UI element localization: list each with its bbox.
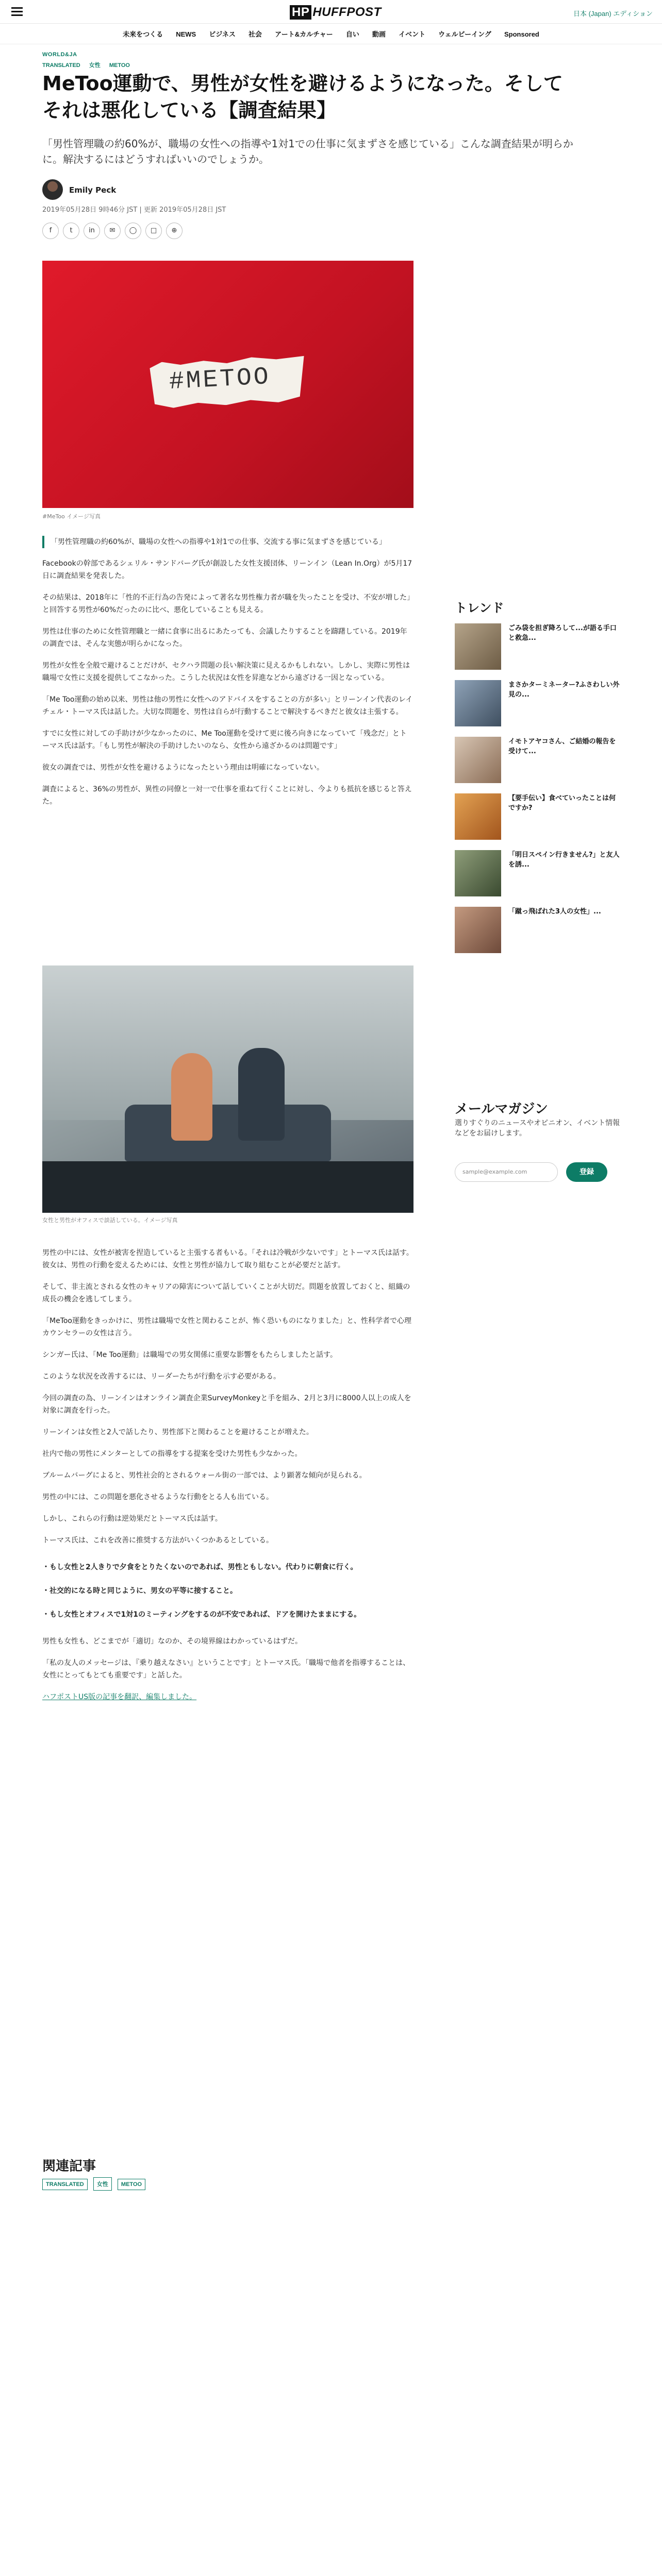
photo-person-woman — [171, 1053, 212, 1141]
hero-caption: #MeToo イメージ写真 — [42, 513, 101, 520]
huffpost-logo[interactable]: HP HUFFPOST — [290, 5, 382, 20]
trend-title: トレンド — [455, 601, 504, 615]
photo-wall — [42, 965, 413, 1120]
nav-item[interactable]: Sponsored — [504, 30, 539, 38]
nav-item[interactable]: イベント — [399, 30, 426, 38]
nav-item[interactable]: NEWS — [176, 30, 196, 38]
trend-item[interactable] — [455, 737, 620, 788]
bullet-item: ・もし女性とオフィスで1対1のミーティングをするのが不安であれば、ドアを開けたままにする。 — [42, 1611, 361, 1619]
body-paragraph: このような状況を改善するには、リーダーたちが行動を示す必要がある。 — [42, 1372, 280, 1381]
photo-person-man — [238, 1048, 285, 1141]
nav-item[interactable]: アート&カルチャー — [275, 30, 333, 38]
body-paragraph: 「私の友人のメッセージは、『乗り越えなさい』ということです」とトーマス氏。「職場で他者を指導することは、女性にとってもとても重要です」と話した。 — [42, 1659, 410, 1680]
trend-text[interactable]: 「蹴っ飛ばれた3人の女性」... — [508, 908, 601, 916]
hero-image — [42, 261, 413, 508]
trend-text[interactable]: 【要手伝い】食べていったことは何ですか? — [508, 794, 616, 812]
body-paragraph: 「男性管理職の約60%が、職場の女性への指導や1対1での仕事、交流する事に気まずさを感じている」 — [42, 536, 413, 548]
body-paragraph: 「MeToo運動をきっかけに、男性は職場で女性と関わることが、怖く恐いものになりました」と、性科学者で心理カウンセラーの女性は言う。 — [42, 1317, 411, 1337]
nav-item[interactable]: ウェルビーイング — [438, 30, 491, 38]
metoo-hashtag: #METOO — [168, 363, 272, 397]
line-icon[interactable]: ◯ — [125, 223, 141, 239]
top-bar — [0, 0, 662, 24]
body-paragraph: 男性の中には、女性が被害を捏造していると主張する者もいる。「それは冷戦が少ないです」とトーマス氏は話す。彼女は、男性の行動を変えるためには、女性と男性が協力して取り組むことが必要だと話す。 — [42, 1249, 413, 1269]
related-tag[interactable]: TRANSLATED — [42, 2179, 88, 2190]
twitter-icon[interactable]: t — [63, 223, 79, 239]
body-paragraph: その結果は、2018年に「性的不正行為の告発によって著名な男性権力者が職を失ったことを受け、不安が増した」と回答する男性が60%だったのに比べ、悪化していることも見える。 — [42, 594, 411, 614]
related-tag[interactable]: METOO — [118, 2179, 145, 2190]
nav-item[interactable]: 動画 — [372, 30, 386, 38]
author-name[interactable]: Emily Peck — [69, 185, 117, 195]
newsletter-title: メールマガジン — [455, 1101, 548, 1117]
article-body-1 — [42, 536, 413, 808]
body-paragraph: しかし、これらの行動は逆効果だとトーマス氏は話す。 — [42, 1515, 222, 1523]
translation-note-link[interactable] — [42, 1691, 413, 1703]
body-paragraph: すでに女性に対しての手助けが少なかったのに、Me Too運動を受けて更に後ろ向きになっていて「残念だ」とトーマス氏は話す。「もし男性が解決の手助けしたいのなら、女性から遠ざかるのは問題です」 — [42, 730, 407, 750]
body-paragraph: 「Me Too運動の始め以来、男性は他の男性に女性へのアドバイスをすることの方が多い」とリーンイン代表のレイチェル・トーマス氏は話した。大切な問題を、男性は自らが行動することで解決するべきだと彼女は主張する。 — [42, 696, 413, 716]
bullet-item: ・もし女性と2人きりで夕食をとりたくないのであれば、男性ともしない。代わりに朝食に行く。 — [42, 1563, 358, 1571]
body-paragraph: 調査によると、36%の男性が、異性の同僚と一対一で仕事を重ねて行くことに対し、今よりも抵抗を感じると答えた。 — [42, 785, 412, 806]
more-share-icon[interactable]: ⊕ — [166, 223, 183, 239]
body-paragraph: リーンインは女性と2人で話したり、男性部下と関わることを避けることが増えた。 — [42, 1428, 313, 1436]
article-subtitle: 「男性管理職の約60%が、職場の女性への指導や1対1での仕事に気まずさを感じている」こんな調査結果が明らかに。解決するにはどうすればいいのでしょうか。 — [42, 138, 573, 165]
body-paragraph: 社内で他の男性にメンターとしての指導をする提案を受けた男性も少なかった。 — [42, 1450, 302, 1458]
body-paragraph: ブルームバーグによると、男性社会的とされるウォール街の一部では、より顕著な傾向が見られる。 — [42, 1471, 367, 1480]
tag-link[interactable]: METOO — [109, 62, 130, 69]
trend-item[interactable] — [455, 907, 620, 958]
newsletter-email-input[interactable]: sample@example.com — [455, 1162, 558, 1182]
email-icon[interactable]: ✉ — [104, 223, 121, 239]
body-paragraph: そして、非主流とされる女性のキャリアの障害について話していくことが大切だ。問題を放置しておくと、組織の成長の機会を逃してしまう。 — [42, 1283, 410, 1303]
photo-sofa — [125, 1105, 331, 1161]
related-tags — [42, 2177, 148, 2191]
trend-item[interactable] — [455, 623, 620, 675]
bullet-item: ・社交的になる時と同じように、男女の平等に接すること。 — [42, 1587, 237, 1595]
body-paragraph: 男性は仕事のために女性管理職と一緒に食事に出るにあたっても、会議したりすることを躊躇している。2019年の調査では、そんな実態が明らかになった。 — [42, 628, 407, 648]
source-link[interactable]: ハフポストUS版の記事を翻訳、編集しました。 — [42, 1693, 197, 1701]
trend-thumb — [455, 680, 501, 726]
newsletter-description: 選りすぐりのニュースやオピニオン、イベント情報などをお届けします。 — [455, 1119, 620, 1138]
related-title: 関連記事 — [42, 2159, 96, 2174]
office-photo-caption: 女性と男性がオフィスで談話している。イメージ写真 — [42, 1217, 178, 1224]
body-paragraph: トーマス氏は、これを改善に推奨する方法がいくつかあるとしている。 — [42, 1536, 273, 1545]
office-photo — [42, 965, 413, 1213]
nav-item[interactable]: 未来をつくる — [123, 30, 163, 38]
trend-item[interactable] — [455, 680, 620, 732]
trend-thumb — [455, 907, 501, 953]
body-paragraph: 男性が女性を全般で避けることだけが、セクハラ問題の長い解決策に見えるかもしれない。しかし、実際に男性は職場で女性に支援を提供してこなかった。こうした状況は女性を昇進などから遠ざける一因となっている。 — [42, 662, 410, 682]
trend-text[interactable]: 「明日スペイン行きません?」と友人を誘... — [508, 851, 620, 869]
newsletter-subscribe-button[interactable]: 登録 — [566, 1162, 607, 1182]
photo-floor — [42, 1161, 413, 1213]
related-tag[interactable]: 女性 — [93, 2177, 112, 2191]
linkedin-icon[interactable]: in — [84, 223, 100, 239]
tag-link[interactable]: TRANSLATED — [42, 62, 80, 69]
body-paragraph: 彼女の調査では、男性が女性を避けるようになったという理由は明確になっていない。 — [42, 764, 324, 772]
main-nav — [0, 29, 662, 44]
trend-text[interactable]: ごみ袋を担ぎ降ろして...が語る手口と救急... — [508, 624, 617, 642]
trend-thumb — [455, 850, 501, 896]
trend-text[interactable]: まさかターミネーター?ふさわしい外見の... — [508, 681, 620, 699]
edition-selector[interactable]: 日本 (Japan) エディション — [573, 10, 653, 18]
nav-item[interactable]: ビジネス — [209, 30, 236, 38]
article-tags — [42, 61, 137, 69]
body-paragraph: 今回の調査の為、リーンインはオンライン調査企業SurveyMonkeyと手を組み、2月と3月に8000人以上の成人を対象に調査を行った。 — [42, 1394, 411, 1415]
menu-icon[interactable] — [11, 7, 23, 15]
nav-item[interactable]: 自い — [345, 30, 359, 38]
body-paragraph: Facebookの幹部であるシェリル・サンドバーグ氏が創設した女性支援団体、リーンイン（Lean In.Org）が5月17日に調査結果を発表した。 — [42, 560, 412, 580]
publish-dates: 2019年05月28日 9時46分 JST | 更新 2019年05月28日 JST — [42, 206, 226, 214]
avatar[interactable] — [42, 179, 63, 200]
article-title: MeToo運動で、男性が女性を避けるようになった。そしてそれは悪化している【調査結果】 — [42, 72, 563, 122]
article-body-2 — [42, 1247, 413, 1703]
nav-item[interactable]: 社会 — [249, 30, 262, 38]
trend-thumb — [455, 793, 501, 840]
copy-icon[interactable]: □ — [145, 223, 162, 239]
trend-item[interactable] — [455, 850, 620, 902]
tag-link[interactable]: 女性 — [89, 62, 101, 69]
facebook-icon[interactable]: f — [42, 223, 59, 239]
trend-item[interactable] — [455, 793, 620, 845]
body-paragraph: 男性の中には、この問題を悪化させるような行動をとる人も出ている。 — [42, 1493, 273, 1501]
trend-thumb — [455, 623, 501, 670]
trend-text[interactable]: イモトアヤコさん、ご結婚の報告を受けて... — [508, 738, 616, 755]
trend-thumb — [455, 737, 501, 783]
body-paragraph: シンガー氏は、「Me Too運動」は職場での男女関係に重要な影響をもたらしましたと話す。 — [42, 1351, 337, 1359]
body-paragraph: 男性も女性も、どこまでが「適切」なのか、その境界線はわかっているはずだ。 — [42, 1637, 302, 1646]
breadcrumb[interactable]: WORLD&JA — [42, 52, 77, 58]
